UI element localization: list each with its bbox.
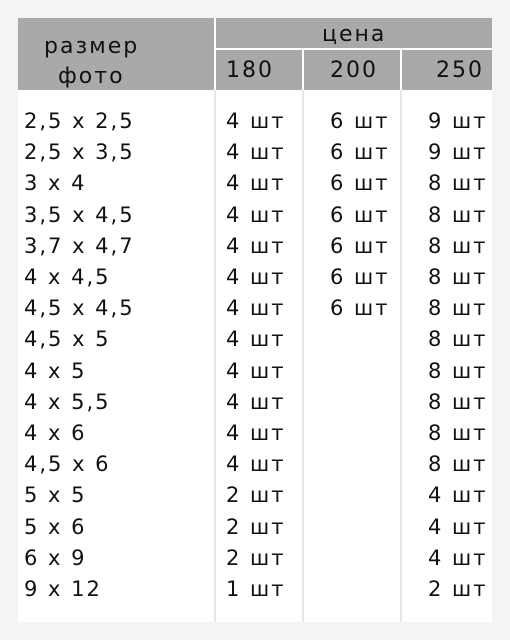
price-250-cell: 8 шт <box>428 233 488 258</box>
price-250-cell: 4 шт <box>428 514 488 539</box>
price-250-cell: 4 шт <box>428 483 488 508</box>
price-200-label: 200 <box>330 58 378 83</box>
price-180-cell: 4 шт <box>226 327 286 352</box>
price-180-cell: 4 шт <box>226 452 286 477</box>
price-250-cell: 4 шт <box>428 545 488 570</box>
price-180-cell: 4 шт <box>226 358 286 383</box>
price-header-label: цена <box>322 22 387 47</box>
price-200-cell: 6 шт <box>330 109 390 133</box>
price-180-cell: 1 шт <box>226 577 286 601</box>
price-180-label: 180 <box>226 58 274 83</box>
size-cell: 4 x 5 <box>24 358 87 383</box>
size-header-line2: фото <box>58 64 125 89</box>
table-row <box>18 231 492 262</box>
size-cell: 4 x 6 <box>24 421 87 445</box>
size-cell: 9 x 12 <box>24 577 102 601</box>
price-200-cell: 6 шт <box>330 233 390 258</box>
price-180-cell: 4 шт <box>226 202 286 227</box>
price-250-cell: 8 шт <box>428 296 488 321</box>
size-header-line1: размер <box>44 34 140 59</box>
price-250-cell: 8 шт <box>428 452 488 477</box>
price-180-cell: 4 шт <box>226 421 286 445</box>
price-250-cell: 8 шт <box>428 265 488 289</box>
size-cell: 3,5 x 4,5 <box>24 202 135 227</box>
price-180-cell: 4 шт <box>226 389 286 414</box>
size-cell: 4 x 5,5 <box>24 389 111 414</box>
table-row <box>18 574 492 605</box>
table-row <box>18 543 492 574</box>
price-250-cell: 8 шт <box>428 171 488 196</box>
size-cell: 5 x 5 <box>24 483 87 508</box>
price-250-cell: 2 шт <box>428 577 488 601</box>
size-cell: 2,5 x 2,5 <box>24 109 135 133</box>
price-180-cell: 4 шт <box>226 296 286 321</box>
price-180-cell: 2 шт <box>226 545 286 570</box>
price-180-cell: 4 шт <box>226 265 286 289</box>
table-row <box>18 137 492 168</box>
table-row <box>18 200 492 231</box>
price-200-cell: 6 шт <box>330 296 390 321</box>
size-cell: 5 x 6 <box>24 514 87 539</box>
price-200-cell: 6 шт <box>330 171 390 196</box>
size-cell: 3 x 4 <box>24 171 87 196</box>
table-row <box>18 356 492 387</box>
price-250-cell: 8 шт <box>428 358 488 383</box>
price-200-cell: 6 шт <box>330 140 390 165</box>
price-180-cell: 4 шт <box>226 109 286 133</box>
table-row <box>18 168 492 199</box>
price-250-cell: 9 шт <box>428 140 488 165</box>
table-row <box>18 262 492 293</box>
price-180-cell: 4 шт <box>226 171 286 196</box>
table-row <box>18 324 492 355</box>
price-200-cell: 6 шт <box>330 265 390 289</box>
table-row <box>18 449 492 480</box>
table-row <box>18 293 492 324</box>
price-250-cell: 8 шт <box>428 202 488 227</box>
table-row <box>18 480 492 511</box>
size-cell: 6 x 9 <box>24 545 87 570</box>
table-row <box>18 106 492 137</box>
price-250-label: 250 <box>436 58 484 83</box>
price-250-cell: 8 шт <box>428 327 488 352</box>
price-180-cell: 2 шт <box>226 483 286 508</box>
price-250-cell: 8 шт <box>428 421 488 445</box>
size-cell: 4,5 x 6 <box>24 452 111 477</box>
price-table <box>18 18 492 622</box>
size-cell: 4 x 4,5 <box>24 265 111 289</box>
table-row <box>18 512 492 543</box>
size-cell: 2,5 x 3,5 <box>24 140 135 165</box>
price-180-cell: 4 шт <box>226 233 286 258</box>
table-row <box>18 387 492 418</box>
size-cell: 3,7 x 4,7 <box>24 233 135 258</box>
price-180-cell: 2 шт <box>226 514 286 539</box>
price-200-cell: 6 шт <box>330 202 390 227</box>
price-250-cell: 8 шт <box>428 389 488 414</box>
table-row <box>18 418 492 449</box>
size-cell: 4,5 x 5 <box>24 327 111 352</box>
price-180-cell: 4 шт <box>226 140 286 165</box>
size-cell: 4,5 x 4,5 <box>24 296 135 321</box>
price-250-cell: 9 шт <box>428 109 488 133</box>
